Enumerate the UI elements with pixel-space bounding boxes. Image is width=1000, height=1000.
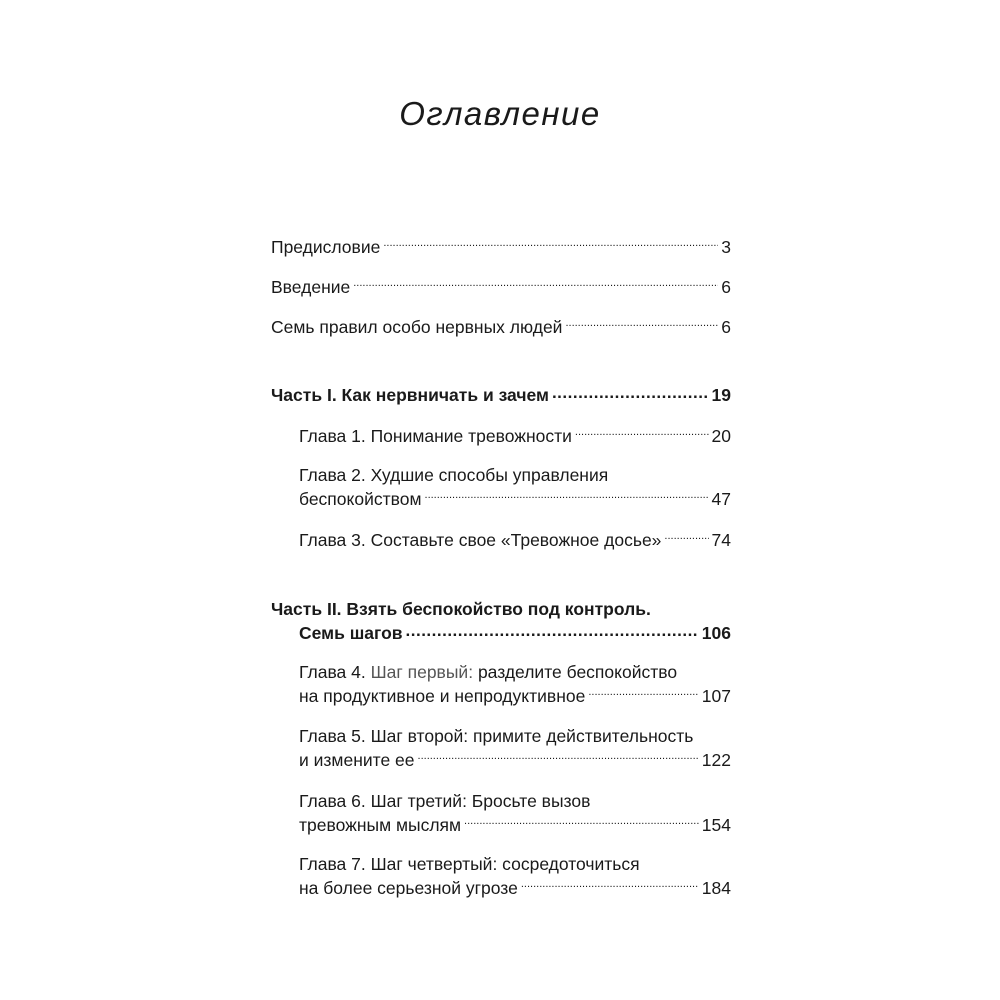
toc-entry-seven-rules[interactable] bbox=[271, 315, 731, 339]
dot-leader bbox=[552, 384, 709, 402]
toc-page-number: 154 bbox=[701, 815, 731, 835]
toc-entry-chapter-3[interactable] bbox=[299, 528, 731, 552]
toc-page-number: 74 bbox=[711, 530, 731, 550]
dot-leader bbox=[383, 236, 718, 254]
chapter-prefix: Глава 4. bbox=[299, 662, 371, 682]
toc-page-number: 122 bbox=[701, 750, 731, 770]
toc-entry-title-line-2: на продуктивное и непродуктивное bbox=[299, 686, 586, 706]
toc-page-number: 20 bbox=[711, 426, 731, 446]
page-title: Оглавление bbox=[399, 95, 601, 132]
toc-entry-chapter-6[interactable] bbox=[299, 789, 731, 837]
toc-entry-preface[interactable] bbox=[271, 235, 731, 259]
dot-leader bbox=[664, 529, 708, 547]
step-label: Шаг первый: bbox=[370, 662, 474, 682]
toc-entry-title: Семь правил особо нервных людей bbox=[271, 317, 563, 337]
dot-leader bbox=[521, 877, 699, 895]
chapter-title-rest: разделите беспокойство bbox=[473, 662, 678, 682]
toc-entry-introduction[interactable] bbox=[271, 275, 731, 299]
toc-entry-title: Введение bbox=[271, 277, 351, 297]
toc-entry-title: Часть I. Как нервничать и зачем bbox=[271, 385, 549, 405]
toc-page-number: 3 bbox=[721, 237, 731, 257]
toc-page-number: 47 bbox=[711, 489, 731, 509]
toc-entry-title-line-2: тревожным мыслям bbox=[299, 815, 462, 835]
toc-entry-title-line-2: и измените ее bbox=[299, 750, 415, 770]
toc-entry-title-line-1: Часть II. Взять беспокойство под контроль. bbox=[271, 599, 651, 619]
toc-page-number: 184 bbox=[701, 878, 731, 898]
dot-leader bbox=[588, 685, 698, 703]
toc-entry-title: Глава 1. Понимание тревожности bbox=[299, 426, 572, 446]
dot-leader bbox=[425, 488, 709, 506]
dot-leader bbox=[464, 814, 699, 832]
toc-entry-part-1[interactable] bbox=[271, 383, 731, 407]
dot-leader bbox=[575, 425, 709, 443]
toc-entry-title-line-1: Глава 2. Худшие способы управления bbox=[299, 465, 609, 485]
toc-page-number: 6 bbox=[721, 317, 731, 337]
toc-page-number: 107 bbox=[701, 686, 731, 706]
toc-entry-title: Глава 3. Составьте свое «Тревожное досье» bbox=[299, 530, 662, 550]
toc-page-number: 6 bbox=[721, 277, 731, 297]
dot-leader bbox=[353, 276, 718, 294]
toc-entry-part-2[interactable] bbox=[271, 597, 731, 645]
toc-entry-title: Предисловие bbox=[271, 237, 381, 257]
toc-entry-title-line-2: Семь шагов bbox=[299, 623, 403, 643]
toc-entry-chapter-2[interactable] bbox=[299, 463, 731, 511]
toc-entry-title-line-2: на более серьезной угрозе bbox=[299, 878, 518, 898]
toc-page-number: 19 bbox=[711, 385, 731, 405]
toc-entry-title-line-1: Глава 6. Шаг третий: Бросьте вызов bbox=[299, 791, 591, 811]
toc-page-number: 106 bbox=[701, 623, 731, 643]
toc-entry-chapter-7[interactable] bbox=[299, 852, 731, 900]
toc-entry-title-line-1: Глава 5. Шаг второй: примите действительность bbox=[299, 726, 694, 746]
toc-entry-title-line-1 bbox=[299, 660, 731, 684]
dot-leader bbox=[565, 316, 718, 334]
toc-entry-chapter-4[interactable] bbox=[299, 660, 731, 708]
dot-leader bbox=[406, 622, 699, 640]
toc-entry-chapter-1[interactable] bbox=[299, 424, 731, 448]
dot-leader bbox=[418, 749, 699, 767]
toc-entry-chapter-5[interactable] bbox=[299, 724, 731, 772]
toc-entry-title-line-2: беспокойством bbox=[299, 489, 422, 509]
toc-entry-title-line-1: Глава 7. Шаг четвертый: сосредоточиться bbox=[299, 854, 640, 874]
